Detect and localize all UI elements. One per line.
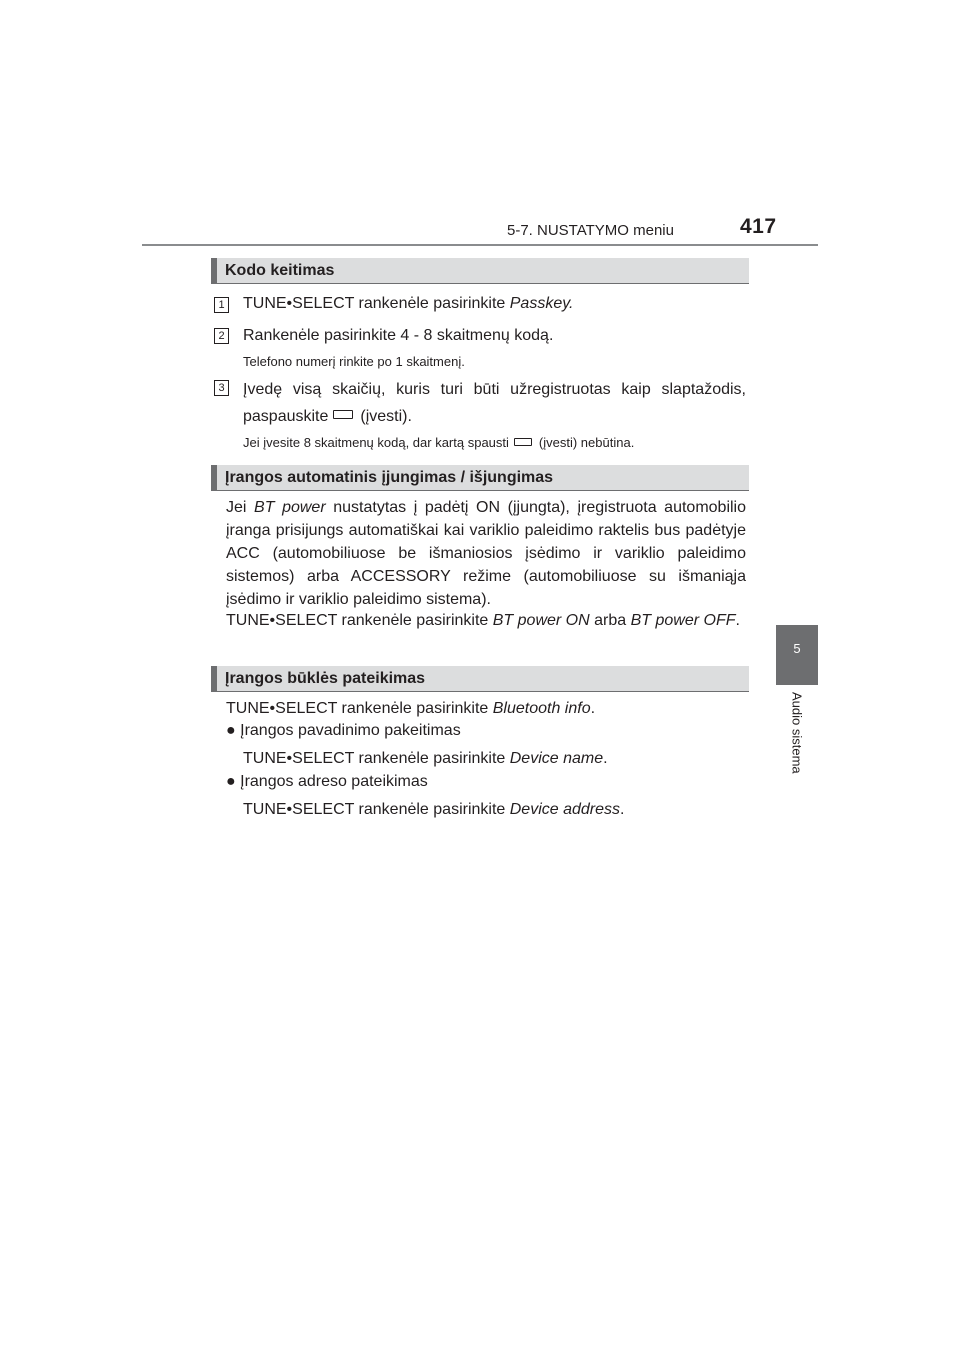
list-item-action: TUNE•SELECT rankenėle pasirinkite Device address. bbox=[243, 801, 625, 818]
page-number: 417 bbox=[740, 215, 777, 238]
device-status-intro: TUNE•SELECT rankenėle pasirinkite Bluetooth info. bbox=[226, 700, 596, 717]
step-number-2: 2 bbox=[214, 328, 229, 344]
step-3-line-2: paspauskite (įvesti). bbox=[243, 408, 412, 425]
section-heading-kodo-keitimas: Kodo keitimas bbox=[211, 258, 749, 284]
list-item: ● Įrangos adreso pateikimas bbox=[226, 773, 428, 790]
list-item: ● Įrangos pavadinimo pakeitimas bbox=[226, 722, 461, 739]
header-rule bbox=[142, 244, 818, 246]
enter-button-icon bbox=[514, 438, 532, 446]
step-3-line-1: Įvedę visą skaičių, kuris turi būti užregistruotas kaip slaptažodis, bbox=[243, 381, 746, 398]
enter-button-icon bbox=[333, 410, 353, 419]
chapter-title: Audio sistema bbox=[789, 692, 805, 774]
list-item-action: TUNE•SELECT rankenėle pasirinkite Device name. bbox=[243, 750, 608, 767]
running-header-section: 5-7. NUSTATYMO meniu bbox=[507, 222, 674, 239]
step-number-3: 3 bbox=[214, 380, 229, 396]
chapter-tab bbox=[776, 625, 818, 685]
step-1-text: TUNE•SELECT rankenėle pasirinkite Passkey. bbox=[243, 295, 574, 312]
step-number-1: 1 bbox=[214, 297, 229, 313]
step-2-note: Telefono numerį rinkite po 1 skaitmenį. bbox=[243, 354, 465, 369]
bullet-icon: ● bbox=[226, 722, 236, 739]
section-heading-automatic-connect: Įrangos automatinis įjungimas / išjungimas bbox=[211, 465, 749, 491]
chapter-number: 5 bbox=[793, 641, 801, 656]
chapter-label bbox=[768, 692, 826, 792]
section-heading-device-status: Įrangos būklės pateikimas bbox=[211, 666, 749, 692]
auto-connect-paragraph: Jei BT power nustatytas į padėtį ON (įjungta), įregistruota automobilio įranga prisijungs automatiškai kai variklio paleidimo raktelis bus padėtyje ACC (automobiliuose be išmaniosios įsėdimo ir variklio paleidimo sistemos) arba ACCESSORY režime (automobiliuose su išmaniąja įsėdimo ir variklio paleidimo sistema). bbox=[226, 499, 747, 608]
bullet-icon: ● bbox=[226, 773, 236, 790]
step-2-text: Rankenėle pasirinkite 4 - 8 skaitmenų kodą. bbox=[243, 327, 554, 344]
auto-connect-instruction: TUNE•SELECT rankenėle pasirinkite BT power ON arba BT power OFF. bbox=[226, 612, 740, 629]
step-3-note: Jei įvesite 8 skaitmenų kodą, dar kartą spausti (įvesti) nebūtina. bbox=[243, 435, 635, 450]
